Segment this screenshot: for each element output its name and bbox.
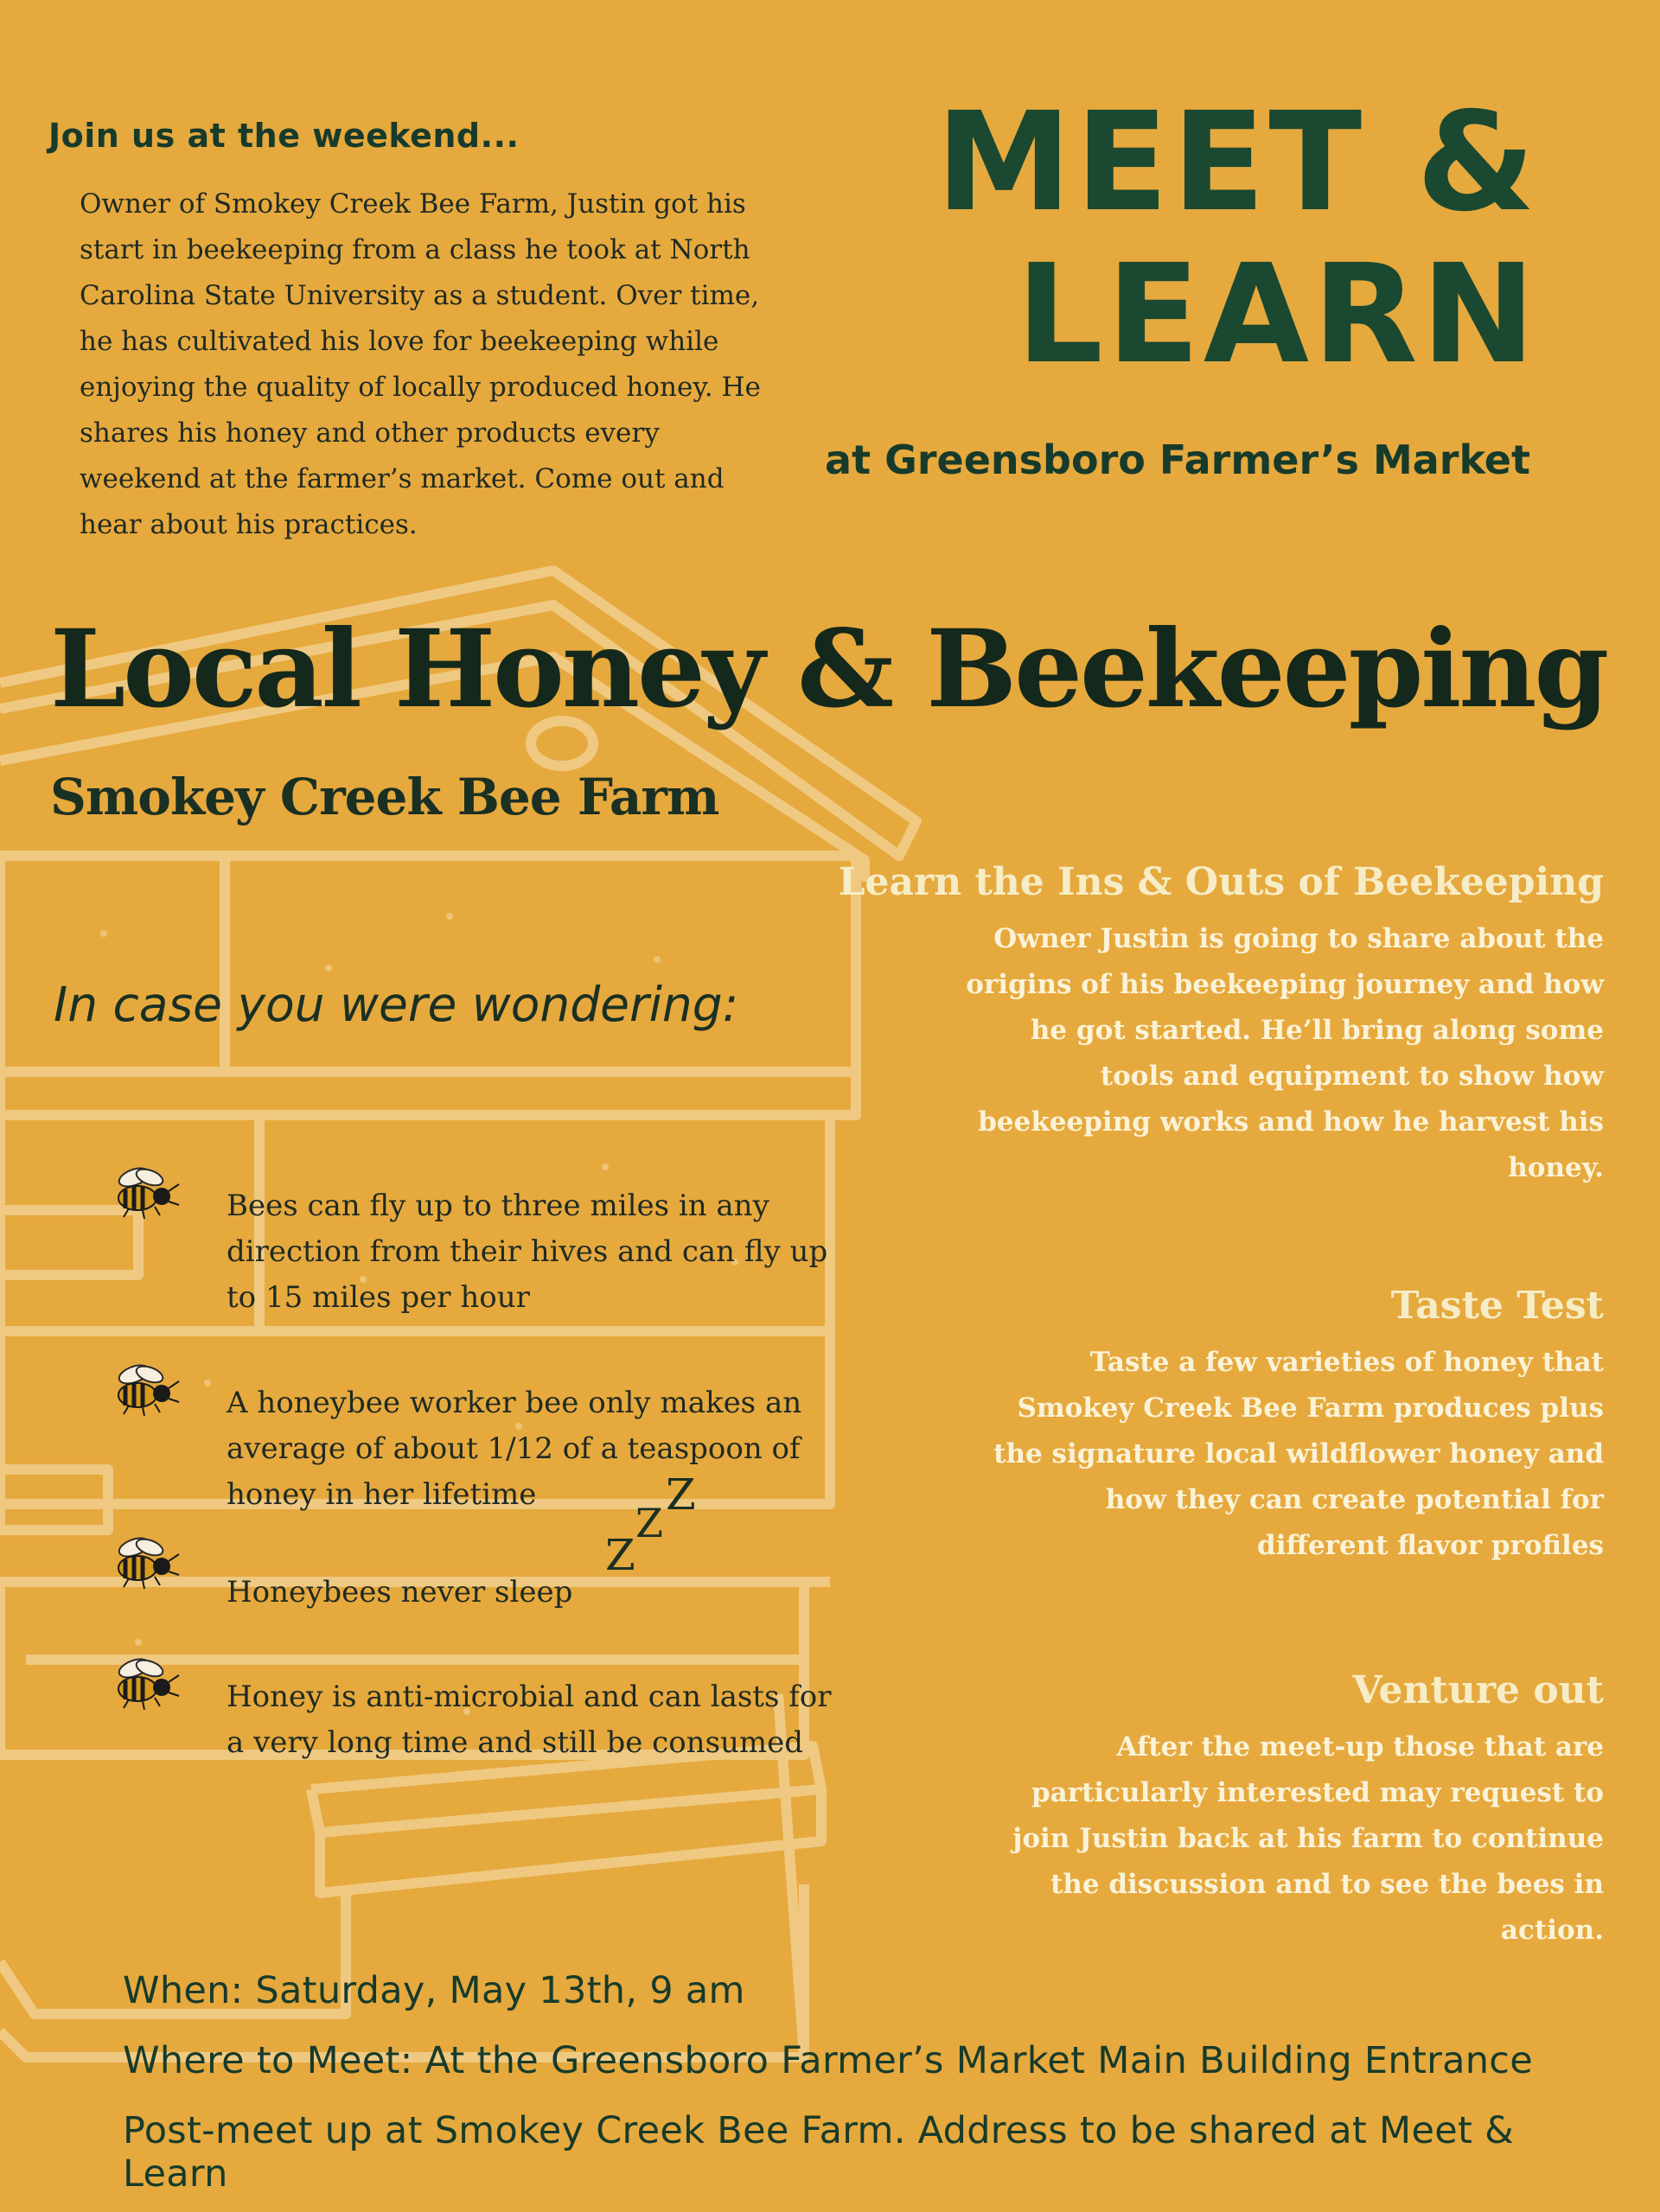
- bee-icon: [108, 1537, 182, 1589]
- zzz-letter: Z: [605, 1530, 635, 1580]
- bee-icon: [108, 1364, 182, 1416]
- event-post: Post-meet up at Smokey Creek Bee Farm. Address to be shared at Meet & Learn: [123, 2109, 1514, 2196]
- event-where: Where to Meet: At the Greensboro Farmer’s Market Main Building Entrance: [123, 2039, 1533, 2082]
- event-when: When: Saturday, May 13th, 9 am: [123, 1969, 745, 2012]
- fact-item: Honey is anti-microbial and can lasts for a very long time and still be consumed: [227, 1680, 832, 1760]
- section-body: Owner Justin is going to share about the origins of his beekeeping journey and how he got started. He’ll bring along some tools and equipment to show how beekeeping works and how he harvest his honey.: [966, 923, 1604, 1183]
- meet-learn-title: [821, 83, 1539, 394]
- fact-item: Bees can fly up to three miles in any direction from their hives and can fly up to 15 miles per hour: [227, 1189, 828, 1315]
- section-body: Taste a few varieties of honey that Smokey Creek Bee Farm produces plus the signature local wildflower honey and how they can create potential for different flavor profiles: [993, 1347, 1604, 1561]
- section-body: After the meet-up those that are particularly interested may request to join Justin back at his farm to continue the discussion and to see the bees in action.: [1012, 1731, 1604, 1946]
- main-title: Local Honey & Beekeeping: [50, 607, 1607, 732]
- section-learn: [830, 860, 1604, 1191]
- join-heading: Join us at the weekend...: [48, 117, 520, 155]
- meet-title-line2: LEARN: [1016, 235, 1539, 394]
- sleep-zzz-icon: [605, 1469, 726, 1582]
- bee-icon: [108, 1658, 182, 1710]
- zzz-letter: Z: [666, 1469, 696, 1520]
- section-heading: Venture out: [1352, 1668, 1604, 1712]
- farm-name: Smokey Creek Bee Farm: [50, 768, 719, 826]
- intro-paragraph: Owner of Smokey Creek Bee Farm, Justin got his start in beekeeping from a class he took at North Carolina State University as a student. Over time, he has cultivated his love for beekeeping while enjoying the quality of locally produced honey. He shares his honey and other products every weekend at the farmer’s market. Come out and hear about his practices.: [80, 188, 761, 540]
- wondering-heading: In case you were wondering:: [54, 977, 739, 1032]
- section-taste: [830, 1284, 1604, 1569]
- bee-icon: [108, 1167, 182, 1219]
- fact-item: A honeybee worker bee only makes an average of about 1/12 of a teaspoon of honey in her lifetime: [227, 1386, 802, 1512]
- meet-title-line1: MEET &: [935, 83, 1539, 242]
- fact-item: Honeybees never sleep: [227, 1575, 573, 1610]
- section-heading: Taste Test: [1390, 1284, 1604, 1328]
- section-venture: [830, 1668, 1604, 1954]
- section-heading: Learn the Ins & Outs of Beekeeping: [838, 860, 1604, 904]
- zzz-letter: Z: [635, 1500, 663, 1546]
- market-subtitle: at Greensboro Farmer’s Market: [825, 437, 1530, 483]
